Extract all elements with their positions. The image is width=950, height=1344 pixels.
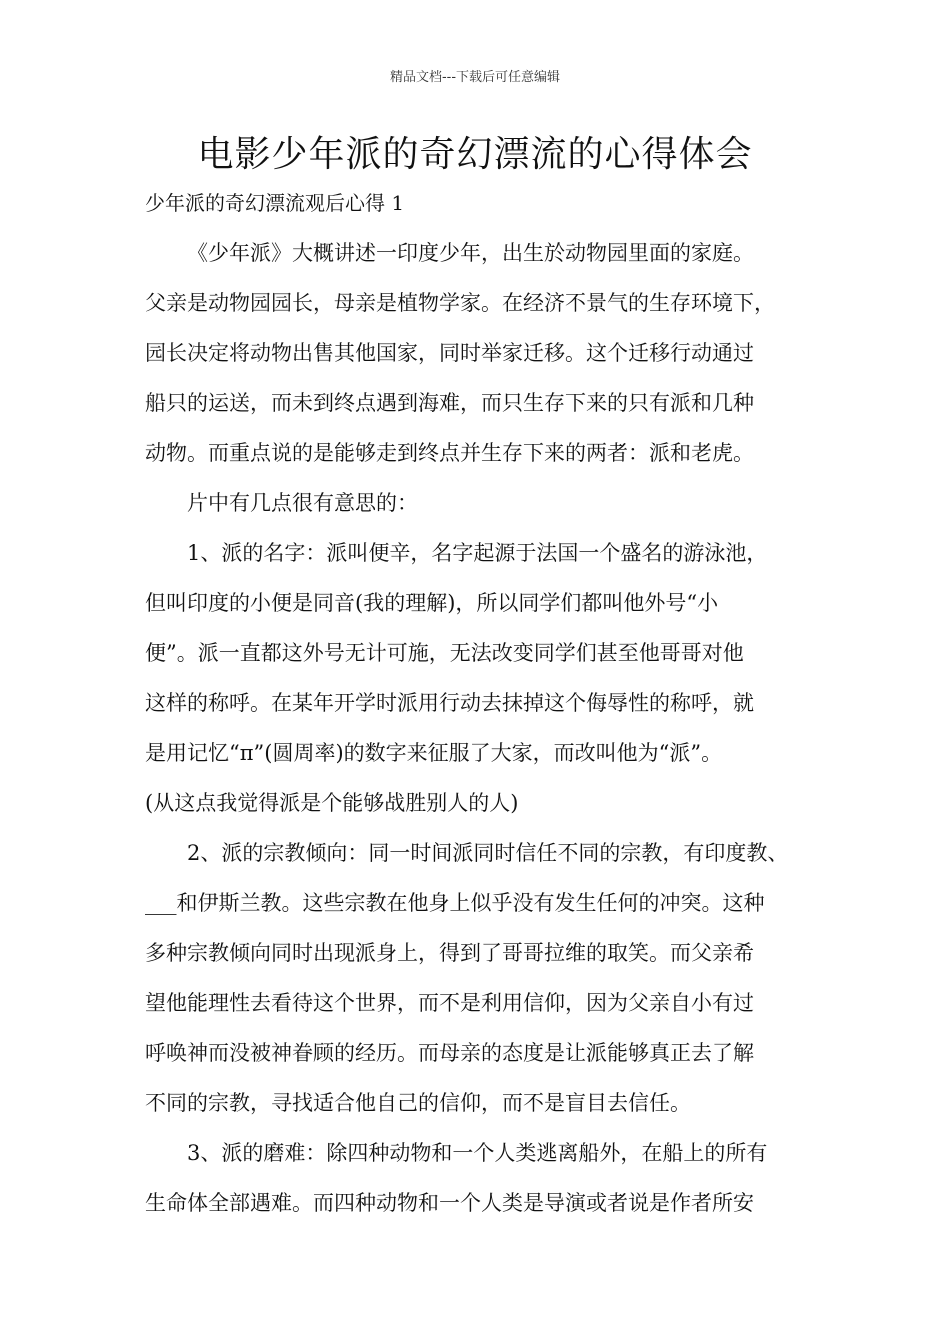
body-line: 片中有几点很有意思的：	[187, 491, 418, 515]
body-line: 不同的宗教，寻找适合他自己的信仰，而不是盲目去信任。	[145, 1091, 691, 1115]
body-line: 多种宗教倾向同时出现派身上，得到了哥哥拉维的取笑。而父亲希	[145, 941, 754, 965]
body-line: 父亲是动物园园长，母亲是植物学家。在经济不景气的生存环境下，	[145, 291, 775, 315]
body-line: 但叫印度的小便是同音(我的理解)，所以同学们都叫他外号“小	[145, 591, 719, 615]
body-line: 1、派的名字：派叫便辛，名字起源于法国一个盛名的游泳池，	[187, 541, 768, 565]
body-line: (从这点我觉得派是个能够战胜别人的人)	[145, 791, 519, 815]
page-header: 精品文档---下载后可任意编辑	[389, 70, 561, 85]
body-line: 是用记忆“π”(圆周率)的数字来征服了大家，而改叫他为“派”。	[145, 741, 723, 765]
body-line: 呼唤神而没被神眷顾的经历。而母亲的态度是让派能够真正去了解	[145, 1041, 754, 1065]
document-title: 电影少年派的奇幻漂流的心得体会	[197, 134, 753, 175]
body-line: 园长决定将动物出售其他国家，同时举家迁移。这个迁移行动通过	[145, 341, 754, 365]
body-line: 《少年派》大概讲述一印度少年，出生於动物园里面的家庭。	[187, 241, 754, 265]
section-subtitle: 少年派的奇幻漂流观后心得 1	[145, 191, 405, 215]
document-body	[145, 228, 805, 1228]
body-line: 望他能理性去看待这个世界，而不是利用信仰，因为父亲自小有过	[145, 991, 754, 1015]
body-line: 3、派的磨难：除四种动物和一个人类逃离船外，在船上的所有	[187, 1141, 768, 1165]
body-line: 船只的运送，而未到终点遇到海难，而只生存下来的只有派和几种	[145, 391, 754, 415]
body-line: 便”。派一直都这外号无计可施，无法改变同学们甚至他哥哥对他	[145, 641, 744, 665]
body-line: ___和伊斯兰教。这些宗教在他身上似乎没有发生任何的冲突。这种	[145, 891, 765, 915]
body-line: 2、派的宗教倾向：同一时间派同时信任不同的宗教，有印度教、	[187, 841, 789, 865]
body-line: 生命体全部遇难。而四种动物和一个人类是导演或者说是作者所安	[145, 1191, 754, 1215]
body-line: 动物。而重点说的是能够走到终点并生存下来的两者：派和老虎。	[145, 441, 754, 465]
body-line: 这样的称呼。在某年开学时派用行动去抹掉这个侮辱性的称呼，就	[145, 691, 754, 715]
